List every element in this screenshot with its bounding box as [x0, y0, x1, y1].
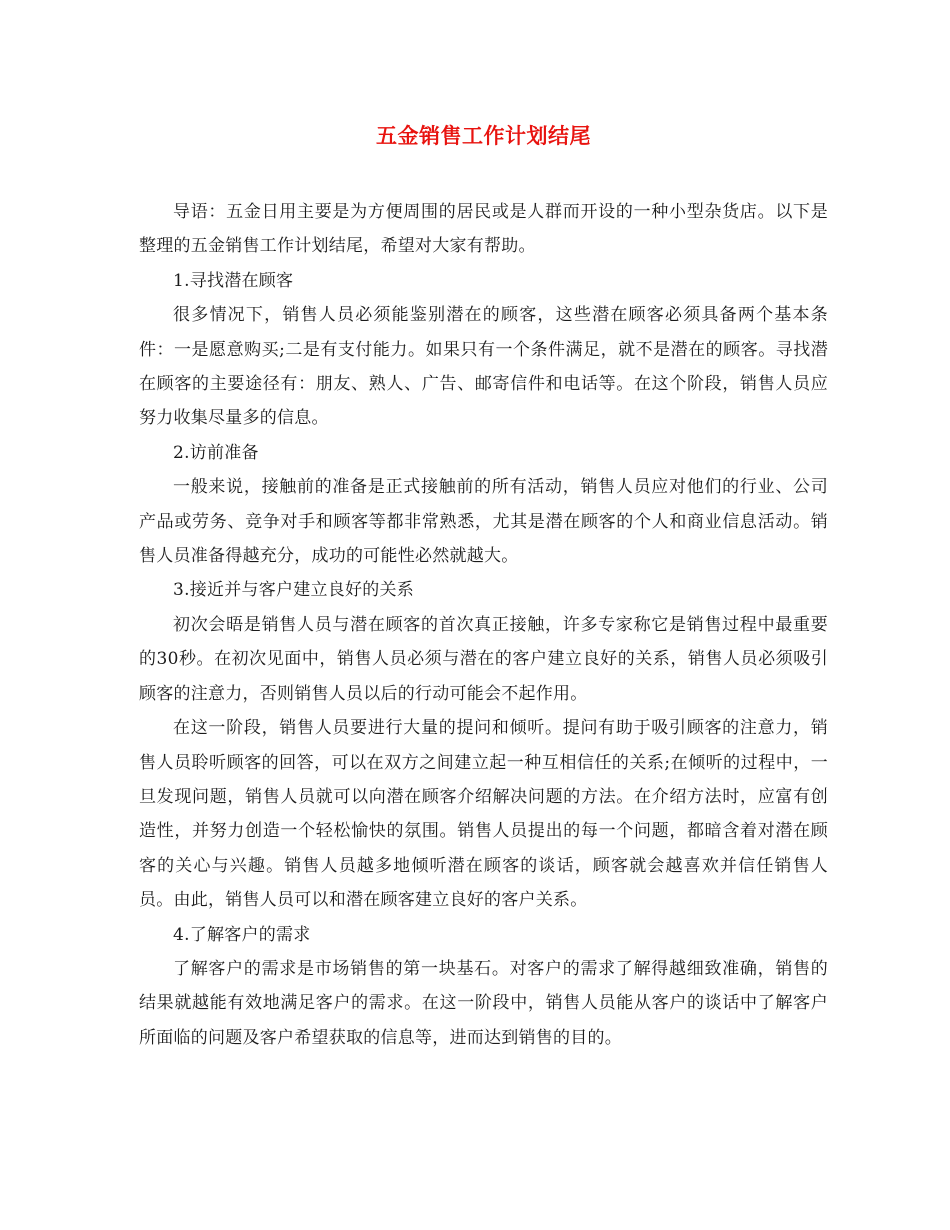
intro-paragraph: 导语：五金日用主要是为方便周围的居民或是人群而开设的一种小型杂货店。以下是整理的五金销售工作计划结尾，希望对大家有帮助。: [139, 202, 828, 257]
paragraph-needs: 了解客户的需求是市场销售的第一块基石。对客户的需求了解得越细致准确，销售的结果就越能有效地满足客户的需求。在这一阶段中，销售人员能从客户的谈话中了解客户所面临的问题及客户希望获取的信息等，进而达到销售的目的。: [139, 958, 828, 1048]
paragraph-preparation: 一般来说，接触前的准备是正式接触前的所有活动，销售人员应对他们的行业、公司产品或劳务、竞争对手和顾客等都非常熟悉，尤其是潜在顾客的个人和商业信息活动。销售人员准备得越充分，成功的可能性必然就越大。: [139, 477, 828, 567]
section-heading-preparation: 2.访前准备: [173, 442, 259, 463]
paragraph-find-customers: 很多情况下，销售人员必须能鉴别潜在的顾客，这些潜在顾客必须具备两个基本条件：一是愿意购买;二是有支付能力。如果只有一个条件满足，就不是潜在的顾客。寻找潜在顾客的主要途径有：朋友、熟人、广告、邮寄信件和电话等。在这个阶段，销售人员应努力收集尽量多的信息。: [139, 305, 828, 429]
section-heading-find-customers: 1.寻找潜在顾客: [173, 270, 294, 291]
document-title: 五金销售工作计划结尾: [376, 123, 591, 148]
document-body: [139, 195, 828, 1055]
section-heading-relationship: 3.接近并与客户建立良好的关系: [173, 580, 414, 601]
paragraph-relationship-1: 初次会晤是销售人员与潜在顾客的首次真正接触，许多专家称它是销售过程中最重要的30秒。在初次见面中，销售人员必须与潜在的客户建立良好的关系，销售人员必须吸引顾客的注意力，否则销售人员以后的行动可能会不起作用。: [139, 614, 828, 704]
section-heading-needs: 4.了解客户的需求: [173, 924, 311, 945]
paragraph-relationship-2: 在这一阶段，销售人员要进行大量的提问和倾听。提问有助于吸引顾客的注意力，销售人员聆听顾客的回答，可以在双方之间建立起一种互相信任的关系;在倾听的过程中，一旦发现问题，销售人员就可以向潜在顾客介绍解决问题的方法。在介绍方法时，应富有创造性，并努力创造一个轻松愉快的氛围。销售人员提出的每一个问题，都暗含着对潜在顾客的关心与兴趣。销售人员越多地倾听潜在顾客的谈话，顾客就会越喜欢并信任销售人员。由此，销售人员可以和潜在顾客建立良好的客户关系。: [139, 718, 828, 911]
